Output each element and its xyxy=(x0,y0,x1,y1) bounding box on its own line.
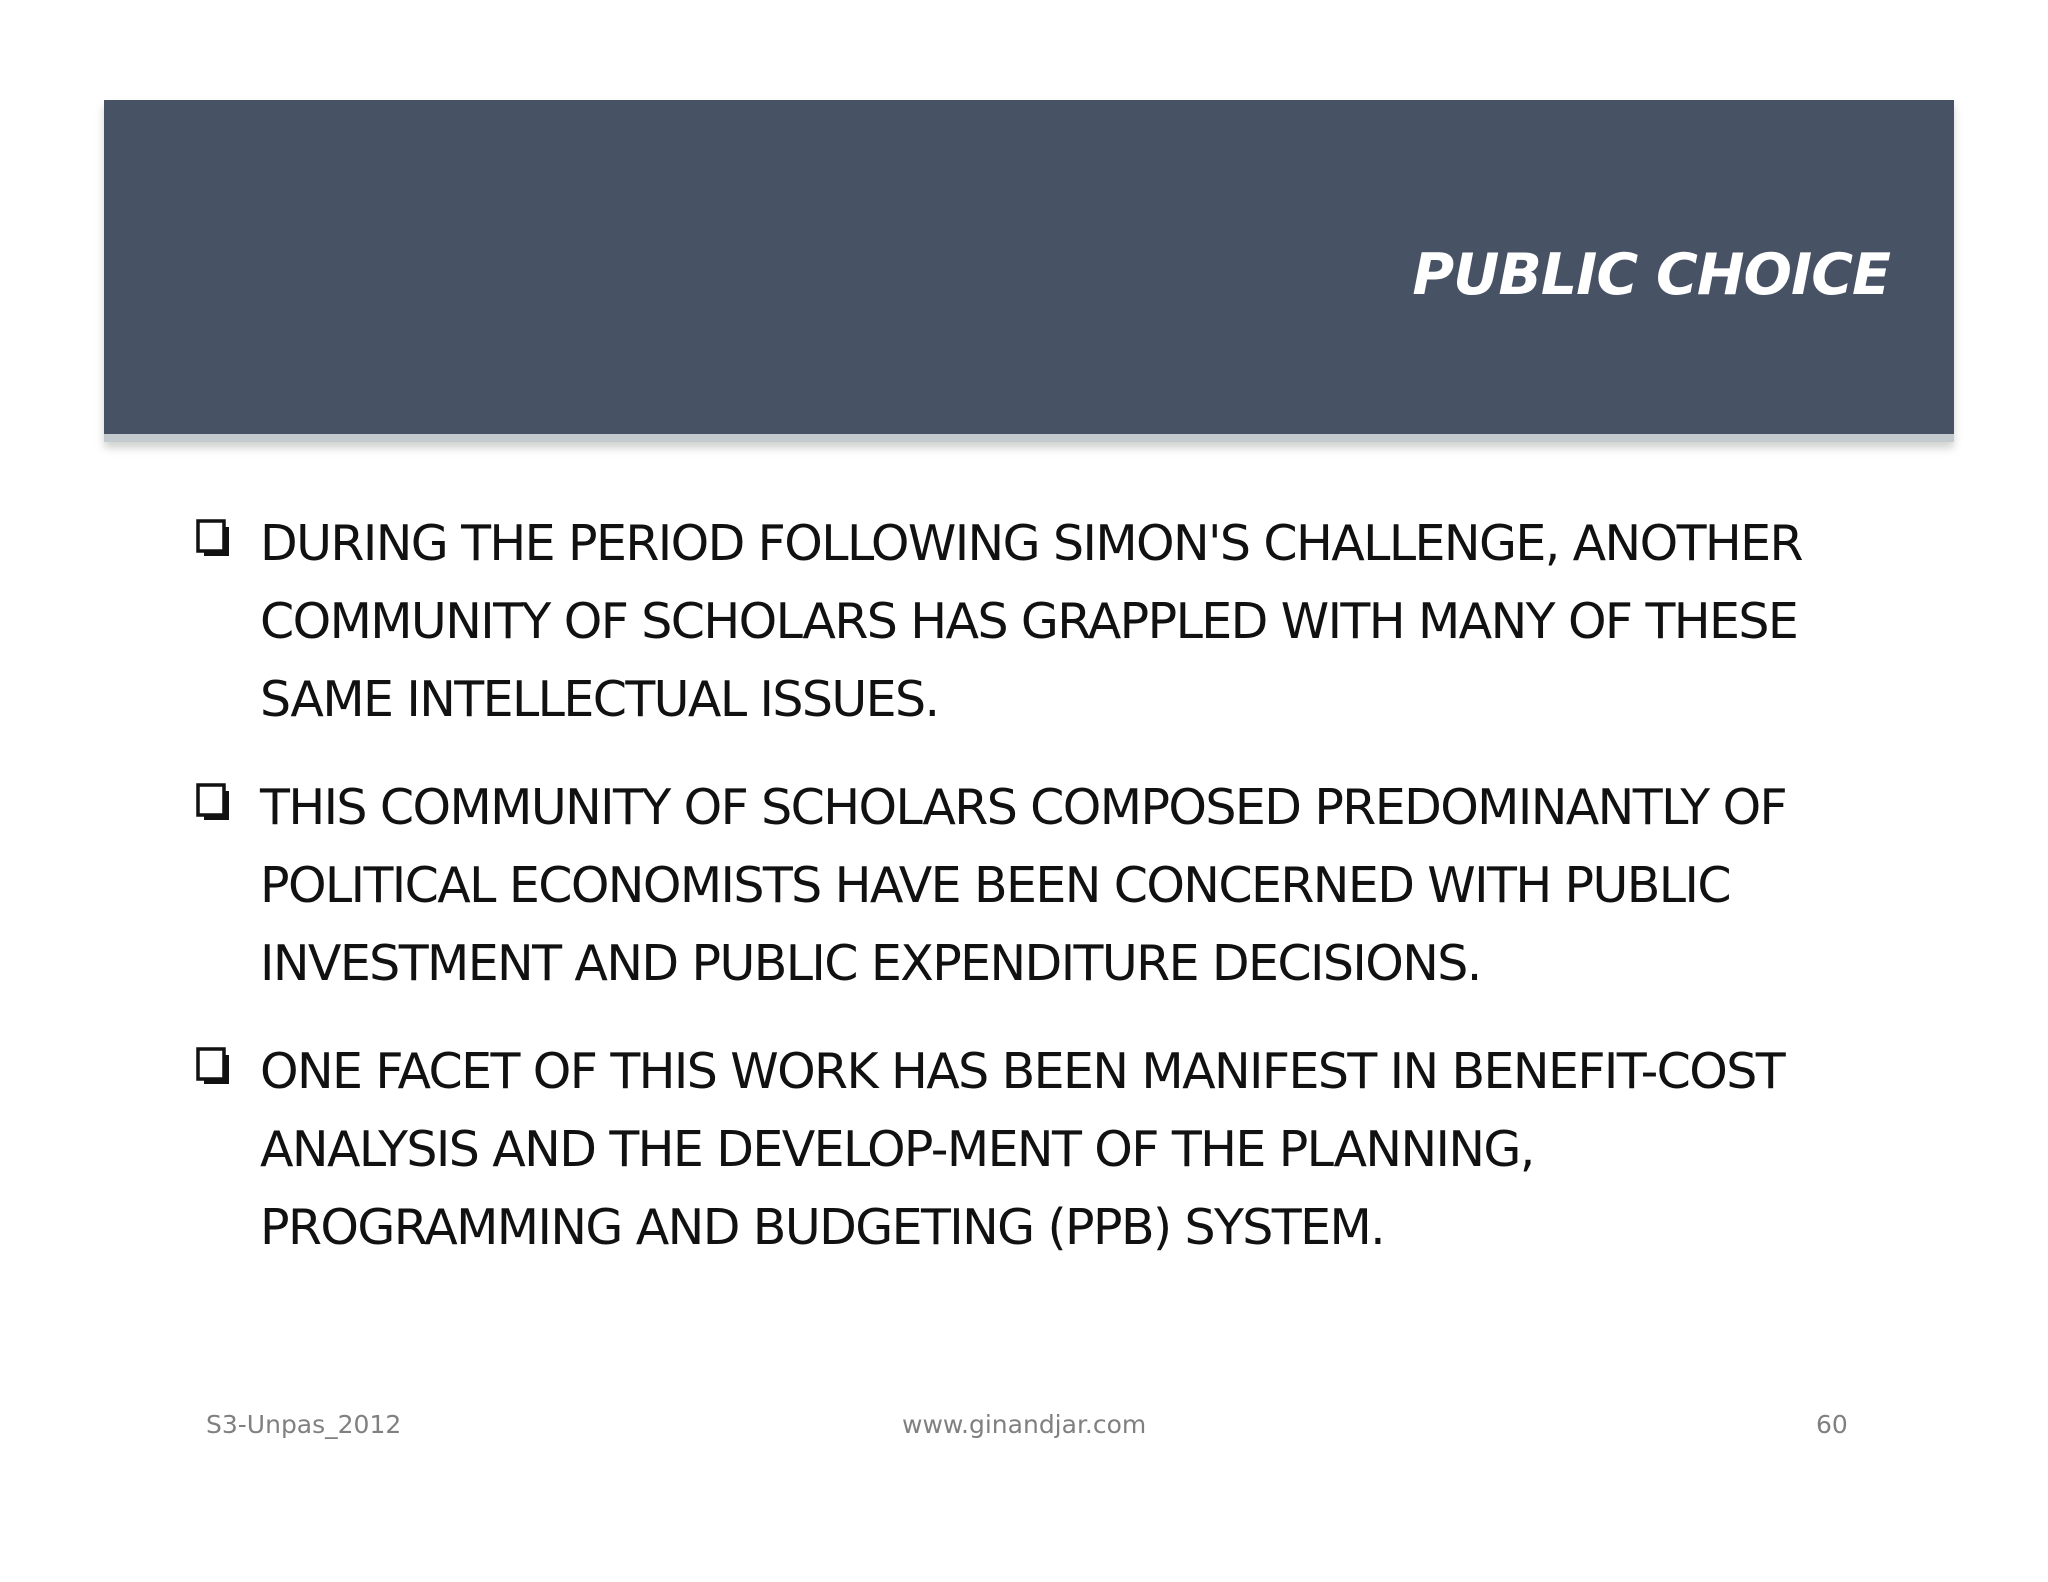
checkbox-icon xyxy=(196,783,230,821)
title-bar xyxy=(104,100,1954,442)
slide-title: PUBLIC CHOICE xyxy=(1412,242,1890,308)
bullet-list xyxy=(192,505,1892,1297)
bullet-item xyxy=(192,1033,1892,1267)
bullet-text: ONE FACET OF THIS WORK HAS BEEN MANIFEST IN BENEFIT-COST ANALYSIS AND THE DEVELOP-MENT OF THE PLANNING, PROGRAMMING AND BUDGETING (PPB) SYSTEM. xyxy=(260,1043,1785,1256)
checkbox-icon xyxy=(196,519,230,557)
bullet-item xyxy=(192,769,1892,1003)
checkbox-icon xyxy=(196,1047,230,1085)
page-number: 60 xyxy=(1816,1410,1848,1439)
bullet-text: THIS COMMUNITY OF SCHOLARS COMPOSED PREDOMINANTLY OF POLITICAL ECONOMISTS HAVE BEEN CONCERNED WITH PUBLIC INVESTMENT AND PUBLIC EXPENDITURE DECISIONS. xyxy=(260,779,1787,992)
bullet-text: DURING THE PERIOD FOLLOWING SIMON'S CHALLENGE, ANOTHER COMMUNITY OF SCHOLARS HAS GRAPPLED WITH MANY OF THESE SAME INTELLECTUAL ISSUES. xyxy=(260,515,1802,728)
footer-left-text: S3-Unpas_2012 xyxy=(206,1410,402,1439)
bullet-item xyxy=(192,505,1892,739)
footer-url: www.ginandjar.com xyxy=(902,1410,1147,1439)
